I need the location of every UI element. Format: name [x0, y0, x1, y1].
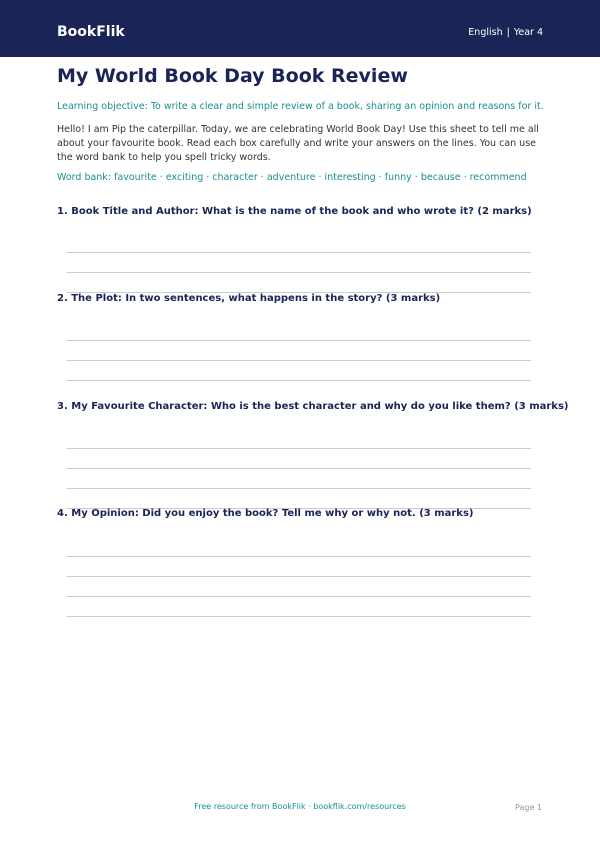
answer-line[interactable]	[67, 576, 531, 577]
subject-label: English	[468, 27, 503, 38]
answer-line[interactable]	[67, 468, 531, 469]
year-label: Year 4	[513, 27, 543, 38]
header-bar	[0, 0, 600, 57]
answer-line[interactable]	[67, 616, 531, 617]
answer-line[interactable]	[67, 360, 531, 361]
answer-line[interactable]	[67, 556, 531, 557]
answer-line[interactable]	[67, 340, 531, 341]
answer-line[interactable]	[67, 272, 531, 273]
question-3: 3. My Favourite Character: Who is the best character and why do you like them? (3 marks)	[57, 401, 569, 412]
intro-text: Hello! I am Pip the caterpillar. Today, we are celebrating World Book Day! Use this sheet to tell me all about your favourite book. Read each box carefully and write your answers on the lines. You can use the word bank to help you spell tricky words.	[57, 124, 539, 163]
subject-separator: |	[506, 27, 510, 38]
word-bank: Word bank: favourite · exciting · character · adventure · interesting · funny · because · recommend	[57, 172, 527, 183]
answer-line[interactable]	[67, 488, 531, 489]
question-4: 4. My Opinion: Did you enjoy the book? Tell me why or why not. (3 marks)	[57, 508, 474, 519]
subject-year	[468, 27, 543, 39]
question-1: 1. Book Title and Author: What is the name of the book and who wrote it? (2 marks)	[57, 206, 532, 217]
answer-line[interactable]	[67, 596, 531, 597]
answer-line[interactable]	[67, 380, 531, 381]
page-title: My World Book Day Book Review	[57, 65, 408, 87]
footer-resource-link[interactable]: Free resource from BookFlik · bookflik.com/resources	[194, 802, 406, 811]
question-2: 2. The Plot: In two sentences, what happens in the story? (3 marks)	[57, 293, 441, 304]
learning-objective: Learning objective: To write a clear and simple review of a book, sharing an opinion and reasons for it.	[57, 101, 544, 112]
page-number: Page 1	[515, 803, 542, 812]
answer-line[interactable]	[67, 448, 531, 449]
brand-logo: BookFlik	[57, 24, 125, 40]
answer-line[interactable]	[67, 252, 531, 253]
